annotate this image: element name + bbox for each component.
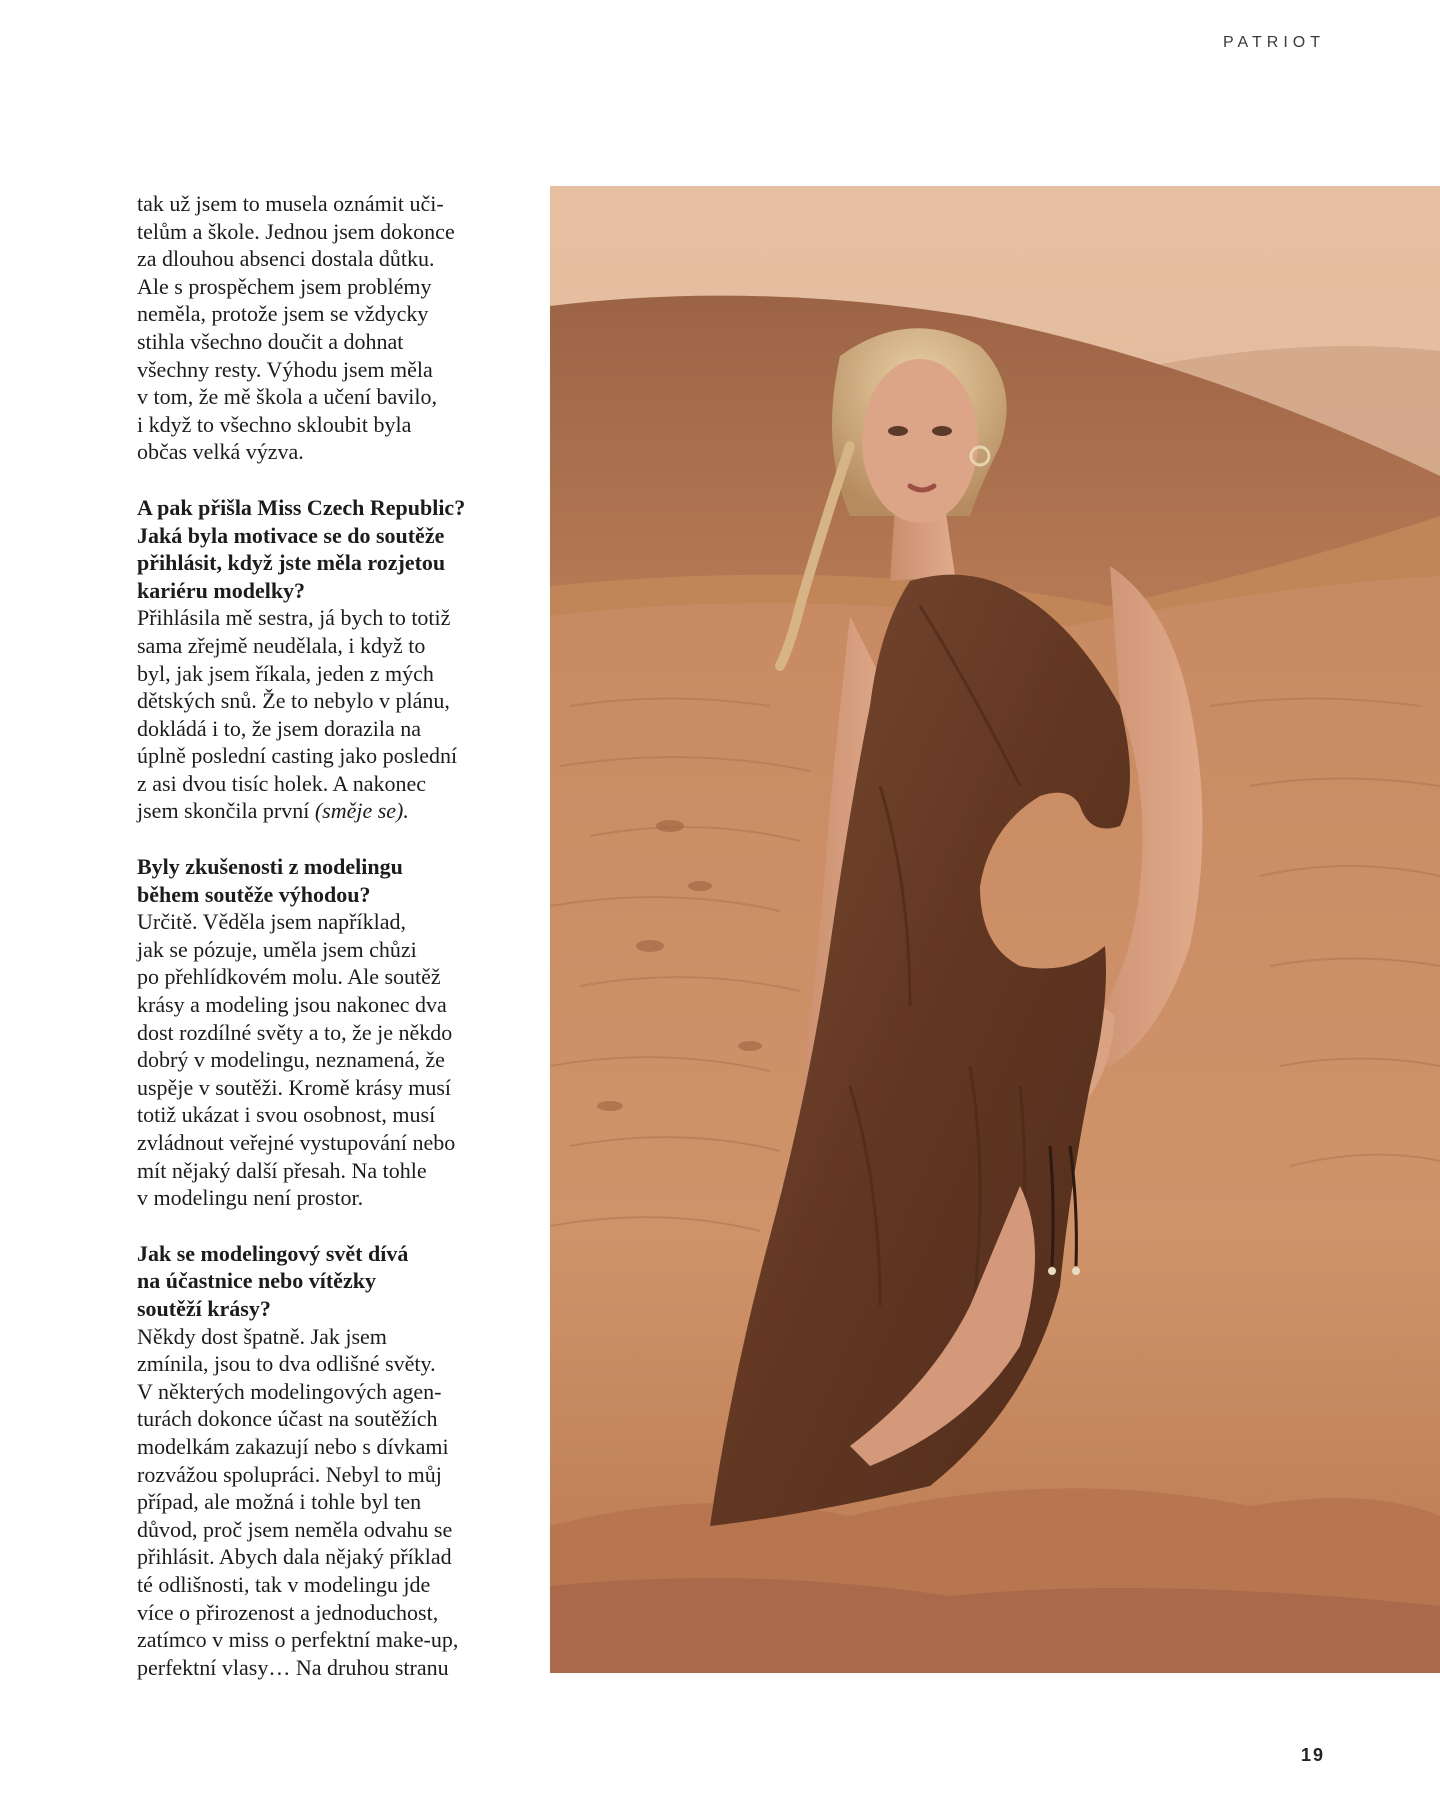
text-line: všechny resty. Výhodu jsem měla [137,356,433,382]
text-line: i když to všechno skloubit byla [137,411,412,437]
text-line: za dlouhou absenci dostala důtku. [137,246,435,272]
desert-portrait-photo [550,186,1440,1673]
question-line: na účastnice nebo vítězky [137,1268,376,1294]
answer-line: totiž ukázat i svou osobnost, musí [137,1102,436,1128]
magazine-masthead: PATRIOT [1223,34,1325,51]
face [862,359,978,523]
qa-block-2 [137,853,503,1212]
paragraph-intro [137,190,503,466]
answer-line: Někdy dost špatně. Jak jsem [137,1323,387,1349]
question-line: A pak přišla Miss Czech Republic? [137,494,466,520]
answer-line: modelkám zakazují nebo s dívkami [137,1433,449,1459]
answer-line: krásy a modeling jsou nakonec dva [137,992,447,1018]
question-line: Jak se modelingový svět dívá [137,1240,409,1266]
answer-line: perfektní vlasy… Na druhou stranu [137,1654,449,1680]
answer-line: případ, ale možná i tohle byl ten [137,1489,422,1515]
answer-line: úplně poslední casting jako poslední [137,743,458,769]
answer-line: V některých modelingových agen- [137,1378,442,1404]
answer-line: uspěje v soutěži. Kromě krásy musí [137,1074,452,1100]
answer-line: turách dokonce účast na soutěžích [137,1406,438,1432]
question-line: Jaká byla motivace se do soutěže [137,522,445,548]
answer-line: Přihlásila mě sestra, já bych to totiž [137,605,451,631]
answer-line: zmínila, jsou to dva odlišné světy. [137,1351,436,1377]
answer-line: jak se pózuje, uměla jsem chůzi [137,936,417,962]
answer-line: v modelingu není prostor. [137,1185,364,1211]
answer-line: zvládnout veřejné vystupování nebo [137,1130,456,1155]
answer-line: zatímco v miss o perfektní make-up, [137,1627,459,1653]
answer-line: dost rozdílné světy a to, že je někdo [137,1019,453,1045]
answer-text: jsem skončila první [137,798,315,824]
answer-line: rozvážou spolupráci. Nebyl to můj [137,1461,442,1487]
question-line: přihlásit, když jste měla rozjetou [137,550,446,576]
text-line: telům a škole. Jednou jsem dokonce [137,218,455,244]
text-line: občas velká výzva. [137,439,304,465]
answer-line: z asi dvou tisíc holek. A nakonec [137,770,426,796]
answer-line: Určitě. Věděla jsem například, [137,909,406,935]
laugh-aside: (směje se). [314,798,409,824]
page-number: 19 [1300,1745,1325,1765]
answer-line: více o přirozenost a jednoduchost, [137,1599,439,1625]
answer-line: mít nějaký další přesah. Na tohle [137,1157,427,1183]
text-line: tak už jsem to musela oznámit uči- [137,191,444,216]
answer-line: byl, jak jsem říkala, jeden z mých [137,660,434,686]
qa-block-3 [137,1240,503,1682]
answer-line: dobrý v modelingu, neznamená, že [137,1047,445,1073]
question-line: kariéru modelky? [137,577,306,603]
text-line: v tom, že mě škola a učení bavilo, [137,384,437,410]
question-line: soutěží krásy? [137,1295,271,1321]
answer-line: důvod, proč jsem neměla odvahu se [137,1516,453,1542]
text-line: Ale s prospěchem jsem problémy [137,273,432,299]
text-line: stihla všechno doučit a dohnat [137,328,404,354]
text-line: neměla, protože jsem se vždycky [137,301,429,327]
answer-line: dokládá i to, že jsem dorazila na [137,715,422,741]
answer-line: dětských snů. Že to nebylo v plánu, [137,688,450,714]
answer-line-last [137,797,503,825]
question-line: během soutěže výhodou? [137,881,371,907]
question-line: Byly zkušenosti z modelingu [137,854,403,880]
answer-line: přihlásit. Abych dala nějaký příklad [137,1544,452,1570]
article-column [137,190,503,1709]
qa-block-1 [137,494,503,825]
answer-line: po přehlídkovém molu. Ale soutěž [137,964,441,990]
photo-illustration [550,186,1440,1673]
answer-line: sama zřejmě neudělala, i když to [137,632,426,658]
answer-line: té odlišnosti, tak v modelingu jde [137,1571,431,1597]
